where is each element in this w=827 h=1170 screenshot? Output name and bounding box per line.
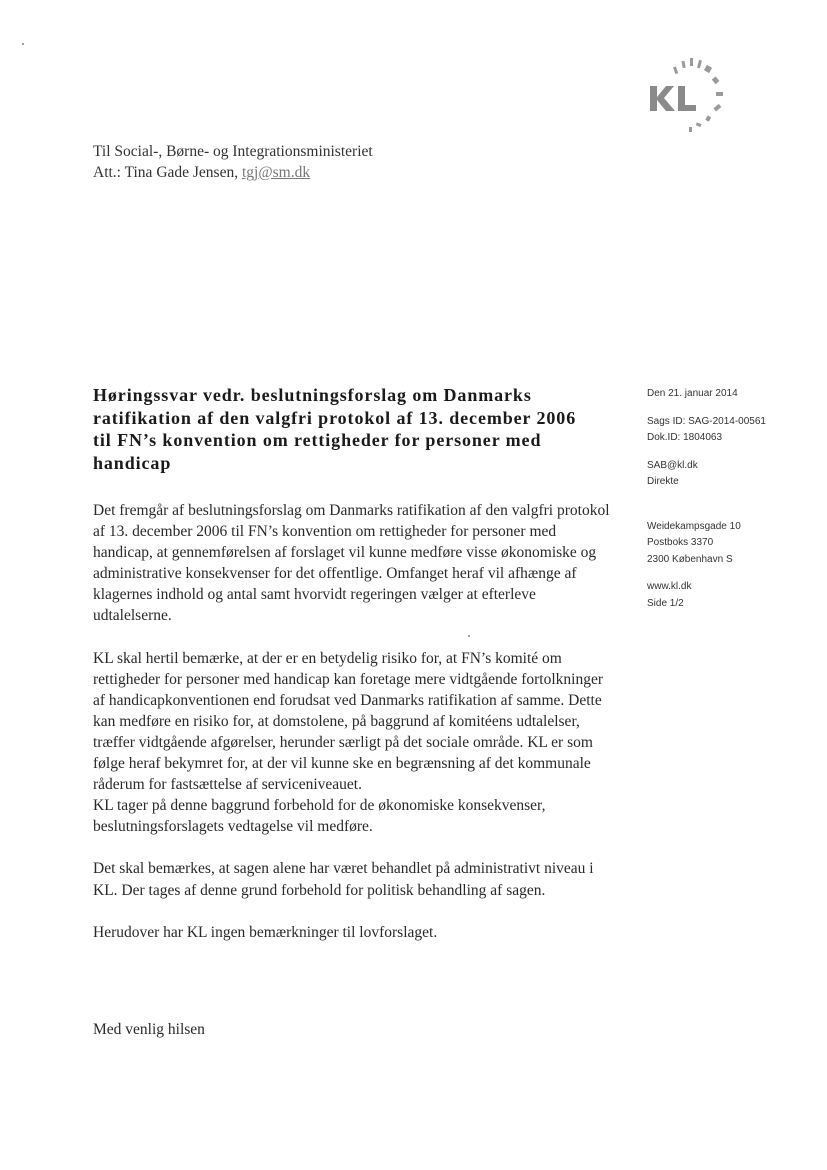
website: www.kl.dk xyxy=(647,581,692,592)
body-paragraph: KL tager på denne baggrund forbehold for de økonomiske konsekvenser, beslutningsforslagets vedtagelse vil medføre. xyxy=(93,797,546,836)
address-city: 2300 København S xyxy=(647,553,733,565)
letter-date: Den 21. januar 2014 xyxy=(647,388,738,399)
page-number: Side 1/2 xyxy=(647,597,684,609)
address-postbox: Postboks 3370 xyxy=(647,537,714,548)
scan-speck xyxy=(22,43,24,45)
letter-subject: Høringssvar vedr. beslutningsforslag om Danmarks ratifikation af den valgfri protokol af 13. december 2006 til FN’s konvention om rettigheder for personer med handicap xyxy=(93,385,577,473)
address-street: Weidekampsgade 10 xyxy=(647,520,741,532)
recipient-block xyxy=(93,141,373,183)
closing-salutation: Med venlig hilsen xyxy=(93,1021,205,1038)
recipient-line: Til Social-, Børne- og Integrationsministeriet xyxy=(93,143,373,160)
body-paragraph: Det skal bemærkes, at sagen alene har været behandlet på administrativt niveau i KL. Der tages af denne grund forbehold for politisk behandling af sagen. xyxy=(93,860,594,899)
body-paragraph: KL skal hertil bemærke, at der er en betydelig risiko for, at FN’s komité om rettigheder for personer med handicap kan foretage mere vidtgående fortolkninger af handicapkonventionen end forudsat ved Danmarks ratifikation af samme. Dette kan medføre en risiko for, at domstolene, på baggrund af komitéens udtalelser, træffer vidtgående afgørelser, herunder særligt på det sociale område. KL er som følge heraf bekymret for, at der vil kunne ske en begrænsning af det kommunale råderum for fastsættelse af serviceniveauet. xyxy=(93,649,603,794)
att-label: Att.: Tina Gade Jensen, xyxy=(93,164,242,181)
direct-label: Direkte xyxy=(647,476,679,487)
body-paragraph: Herudover har KL ingen bemærkninger til lovforslaget. xyxy=(93,923,438,941)
case-id: Sags ID: SAG-2014-00561 xyxy=(647,415,766,427)
sender-email: SAB@kl.dk xyxy=(647,459,698,471)
document-id: Dok.ID: 1804063 xyxy=(647,432,723,443)
recipient-email-link[interactable]: tgj@sm.dk xyxy=(241,164,311,181)
kl-logo-icon xyxy=(644,52,744,142)
letter-body xyxy=(93,500,613,964)
sender-info xyxy=(647,386,817,612)
body-paragraph: Det fremgår af beslutningsforslag om Danmarks ratifikation af den valgfri protokol af 13. december 2006 til FN’s konvention om rettigheder for personer med handicap, at gennemførelsen af forslaget vil kunne medføre visse økonomiske og administrative konsekvenser for det offentlige. Omfanget heraf vil afhænge af klagernes indhold og antal samt hvorvidt regeringen vælger at efterleve udtalelserne. xyxy=(93,502,610,625)
recipient-att-line xyxy=(93,162,373,183)
